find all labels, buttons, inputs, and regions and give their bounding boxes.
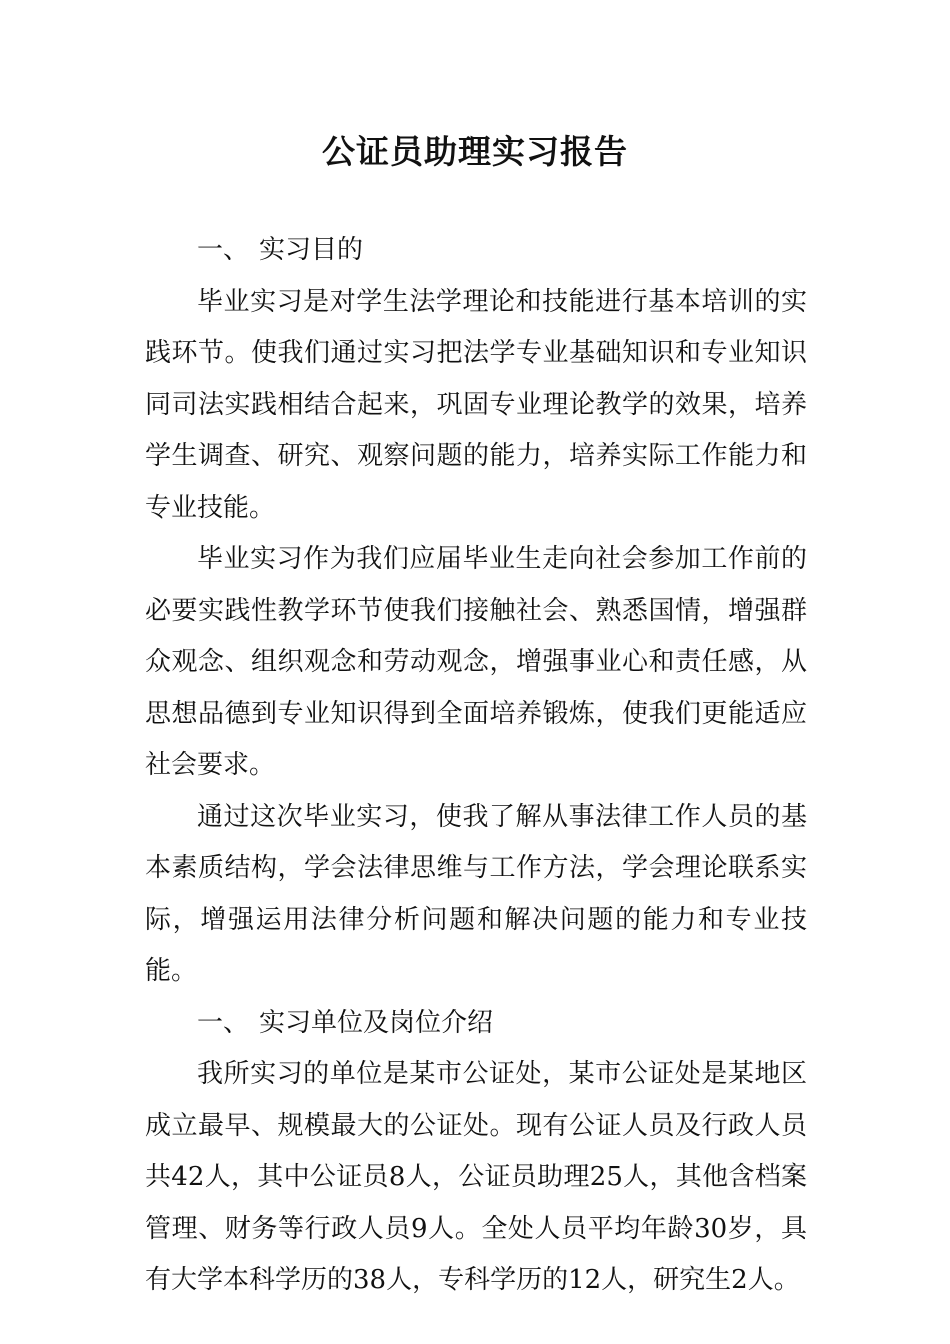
section-heading-text: 实习目的: [259, 235, 364, 265]
section-heading-2: [145, 998, 807, 1050]
paragraph: 毕业实习作为我们应届毕业生走向社会参加工作前的必要实践性教学环节使我们接触社会、熟悉国情，增强群众观念、组织观念和劳动观念，增强事业心和责任感，从思想品德到专业知识得到全面培养锻炼，使我们更能适应社会要求。: [145, 544, 807, 780]
page-title: 公证员助理实习报告: [322, 132, 628, 171]
paragraph: 通过这次毕业实习，使我了解从事法律工作人员的基本素质结构，学会法律思维与工作方法，学会理论联系实际，增强运用法律分析问题和解决问题的能力和专业技能。: [145, 801, 807, 986]
section-number: 一、: [197, 1007, 250, 1038]
paragraph: 毕业实习是对学生法学理论和技能进行基本培训的实践环节。使我们通过实习把法学专业基础知识和专业知识同司法实践相结合起来，巩固专业理论教学的效果，培养学生调查、研究、观察问题的能力，培养实际工作能力和专业技能。: [145, 286, 807, 523]
section-heading-text: 实习单位及岗位介绍: [259, 1007, 494, 1038]
section-heading-1: [145, 225, 807, 277]
paragraph: 我所实习的单位是某市公证处，某市公证处是某地区成立最早、规模最大的公证处。现有公证人员及行政人员共42人，其中公证员8人，公证员助理25人，其他含档案管理、财务等行政人员9人。全处人员平均年龄30岁，具有大学本科学历的38人，专科学历的12人，研究生2人。: [145, 1059, 807, 1295]
document-body: [145, 225, 807, 1307]
section-number: 一、: [197, 235, 250, 265]
